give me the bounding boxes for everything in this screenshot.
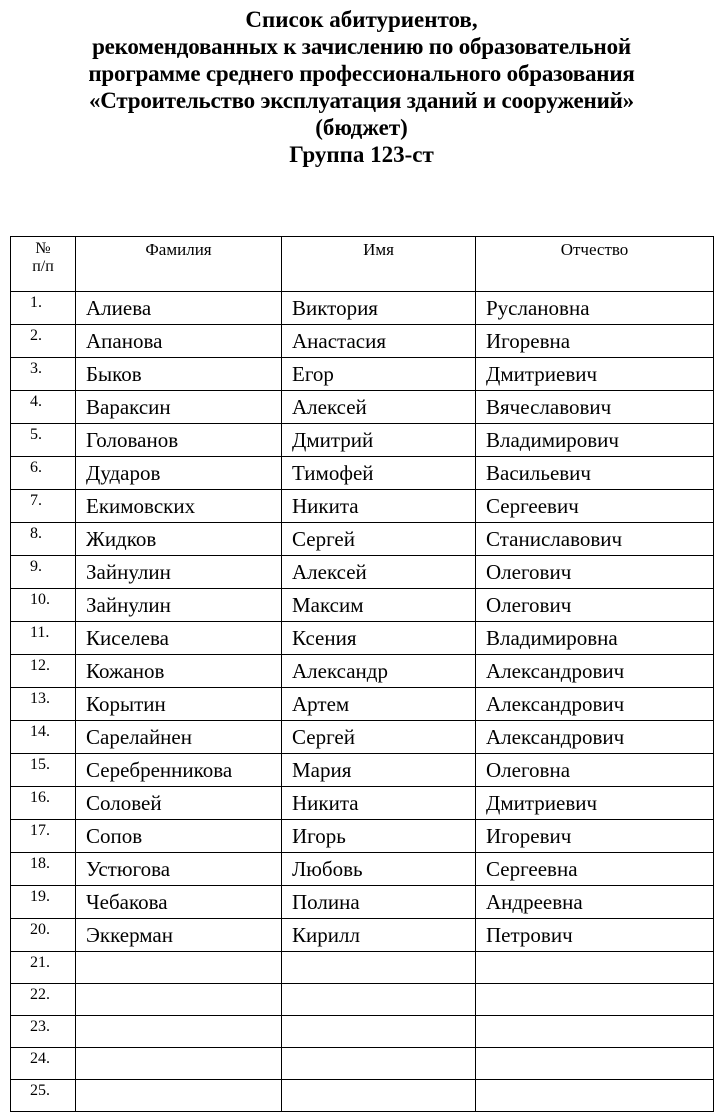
patronymic-cell — [476, 1080, 714, 1112]
patronymic-cell — [476, 952, 714, 984]
first-name-cell — [282, 984, 476, 1016]
table-row — [11, 787, 714, 820]
table-row — [11, 391, 714, 424]
applicants-table — [10, 236, 714, 1112]
table-row — [11, 754, 714, 787]
first-name-cell: Кирилл — [282, 919, 476, 952]
row-number: 21. — [11, 952, 76, 984]
title-line-2: рекомендованных к зачислению по образовательной — [92, 34, 631, 59]
table-body — [11, 292, 714, 1112]
patronymic-cell — [476, 1016, 714, 1048]
last-name-cell: Екимовских — [76, 490, 282, 523]
table-row — [11, 424, 714, 457]
page-title — [0, 6, 723, 168]
patronymic-cell: Сергеевич — [476, 490, 714, 523]
first-name-cell: Полина — [282, 886, 476, 919]
last-name-cell: Зайнулин — [76, 556, 282, 589]
last-name-cell — [76, 984, 282, 1016]
patronymic-cell: Дмитриевич — [476, 787, 714, 820]
first-name-cell: Виктория — [282, 292, 476, 325]
patronymic-cell: Андреевна — [476, 886, 714, 919]
patronymic-cell — [476, 984, 714, 1016]
table-row — [11, 556, 714, 589]
first-name-cell — [282, 952, 476, 984]
table-header-row — [11, 237, 714, 292]
patronymic-cell: Олеговна — [476, 754, 714, 787]
first-name-cell: Алексей — [282, 556, 476, 589]
row-number: 25. — [11, 1080, 76, 1112]
first-name-cell — [282, 1016, 476, 1048]
row-number: 8. — [11, 523, 76, 556]
table-row — [11, 820, 714, 853]
table-row — [11, 589, 714, 622]
last-name-cell — [76, 952, 282, 984]
patronymic-cell: Вячеславович — [476, 391, 714, 424]
row-number: 12. — [11, 655, 76, 688]
first-name-cell: Ксения — [282, 622, 476, 655]
header-last-name: Фамилия — [76, 237, 282, 292]
header-number — [11, 237, 76, 292]
last-name-cell: Устюгова — [76, 853, 282, 886]
last-name-cell: Быков — [76, 358, 282, 391]
table-row — [11, 490, 714, 523]
row-number: 5. — [11, 424, 76, 457]
last-name-cell: Апанова — [76, 325, 282, 358]
last-name-cell: Киселева — [76, 622, 282, 655]
first-name-cell: Мария — [282, 754, 476, 787]
first-name-cell: Никита — [282, 490, 476, 523]
title-line-5: (бюджет) — [315, 115, 408, 140]
table-row — [11, 688, 714, 721]
table-row — [11, 523, 714, 556]
row-number: 11. — [11, 622, 76, 655]
first-name-cell: Игорь — [282, 820, 476, 853]
last-name-cell: Эккерман — [76, 919, 282, 952]
patronymic-cell: Васильевич — [476, 457, 714, 490]
group-title: Группа 123-ст — [289, 142, 434, 167]
first-name-cell: Алексей — [282, 391, 476, 424]
header-number-symbol: № — [35, 240, 51, 257]
patronymic-cell: Олегович — [476, 589, 714, 622]
table-row — [11, 984, 714, 1016]
header-first-name: Имя — [282, 237, 476, 292]
first-name-cell — [282, 1080, 476, 1112]
last-name-cell: Соловей — [76, 787, 282, 820]
first-name-cell: Егор — [282, 358, 476, 391]
last-name-cell: Зайнулин — [76, 589, 282, 622]
patronymic-cell: Игоревна — [476, 325, 714, 358]
title-line-4: «Строительство эксплуатация зданий и сооружений» — [89, 88, 634, 113]
table-row — [11, 853, 714, 886]
patronymic-cell: Александрович — [476, 688, 714, 721]
patronymic-cell: Владимировна — [476, 622, 714, 655]
last-name-cell: Чебакова — [76, 886, 282, 919]
first-name-cell — [282, 1048, 476, 1080]
table-row — [11, 457, 714, 490]
first-name-cell: Никита — [282, 787, 476, 820]
header-patronymic: Отчество — [476, 237, 714, 292]
row-number: 18. — [11, 853, 76, 886]
patronymic-cell: Руслановна — [476, 292, 714, 325]
row-number: 6. — [11, 457, 76, 490]
last-name-cell — [76, 1016, 282, 1048]
first-name-cell: Сергей — [282, 523, 476, 556]
last-name-cell — [76, 1048, 282, 1080]
title-line-1: Список абитуриентов, — [245, 7, 478, 32]
table-row — [11, 325, 714, 358]
patronymic-cell — [476, 1048, 714, 1080]
table-row — [11, 1048, 714, 1080]
first-name-cell: Артем — [282, 688, 476, 721]
header-number-abbr: п/п — [32, 258, 54, 275]
first-name-cell: Сергей — [282, 721, 476, 754]
row-number: 7. — [11, 490, 76, 523]
row-number: 22. — [11, 984, 76, 1016]
table-row — [11, 1080, 714, 1112]
first-name-cell: Александр — [282, 655, 476, 688]
last-name-cell: Корытин — [76, 688, 282, 721]
table-row — [11, 721, 714, 754]
row-number: 15. — [11, 754, 76, 787]
last-name-cell: Голованов — [76, 424, 282, 457]
patronymic-cell: Олегович — [476, 556, 714, 589]
row-number: 13. — [11, 688, 76, 721]
first-name-cell: Анастасия — [282, 325, 476, 358]
patronymic-cell: Александрович — [476, 721, 714, 754]
row-number: 3. — [11, 358, 76, 391]
row-number: 16. — [11, 787, 76, 820]
row-number: 17. — [11, 820, 76, 853]
table-row — [11, 886, 714, 919]
row-number: 20. — [11, 919, 76, 952]
row-number: 4. — [11, 391, 76, 424]
last-name-cell: Дударов — [76, 457, 282, 490]
row-number: 10. — [11, 589, 76, 622]
patronymic-cell: Александрович — [476, 655, 714, 688]
patronymic-cell: Сергеевна — [476, 853, 714, 886]
title-line-3: программе среднего профессионального образования — [88, 61, 635, 86]
row-number: 23. — [11, 1016, 76, 1048]
row-number: 24. — [11, 1048, 76, 1080]
row-number: 2. — [11, 325, 76, 358]
row-number: 9. — [11, 556, 76, 589]
row-number: 14. — [11, 721, 76, 754]
table-row — [11, 358, 714, 391]
patronymic-cell: Петрович — [476, 919, 714, 952]
first-name-cell: Тимофей — [282, 457, 476, 490]
row-number: 1. — [11, 292, 76, 325]
last-name-cell — [76, 1080, 282, 1112]
patronymic-cell: Дмитриевич — [476, 358, 714, 391]
last-name-cell: Вараксин — [76, 391, 282, 424]
table-row — [11, 919, 714, 952]
table-row — [11, 622, 714, 655]
last-name-cell: Серебренникова — [76, 754, 282, 787]
table-row — [11, 1016, 714, 1048]
row-number: 19. — [11, 886, 76, 919]
first-name-cell: Максим — [282, 589, 476, 622]
last-name-cell: Жидков — [76, 523, 282, 556]
last-name-cell: Сарелайнен — [76, 721, 282, 754]
last-name-cell: Алиева — [76, 292, 282, 325]
table-row — [11, 952, 714, 984]
table-row — [11, 655, 714, 688]
table-row — [11, 292, 714, 325]
first-name-cell: Любовь — [282, 853, 476, 886]
first-name-cell: Дмитрий — [282, 424, 476, 457]
patronymic-cell: Игоревич — [476, 820, 714, 853]
patronymic-cell: Владимирович — [476, 424, 714, 457]
last-name-cell: Кожанов — [76, 655, 282, 688]
last-name-cell: Сопов — [76, 820, 282, 853]
patronymic-cell: Станиславович — [476, 523, 714, 556]
